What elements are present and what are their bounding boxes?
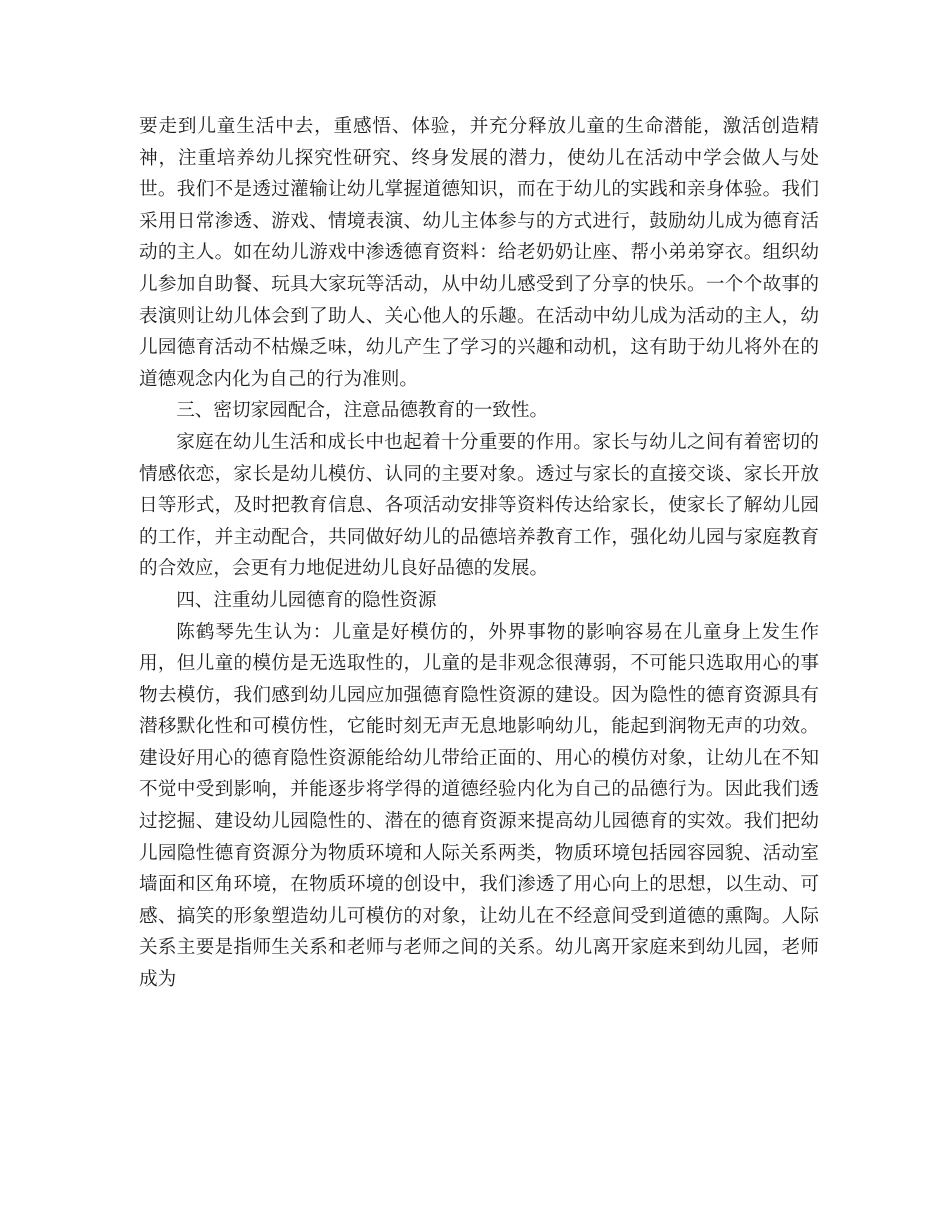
section-heading-three: 三、密切家园配合，注意品德教育的一致性。 xyxy=(176,400,549,422)
document-body xyxy=(139,111,819,996)
paragraph-hidden-resources: 陈鹤琴先生认为：儿童是好模仿的，外界事物的影响容易在儿童身上发生作用，但儿童的模仿是无选取性的，儿童的是非观念很薄弱，不可能只选取用心的事物去模仿，我们感到幼儿园应加强德育隐性资源的建设。因为隐性的德育资源具有潜移默化性和可模仿性，它能时刻无声无息地影响幼儿，能起到润物无声的功效。建设好用心的德育隐性资源能给幼儿带给正面的、用心的模仿对象，让幼儿在不知不觉中受到影响，并能逐步将学得的道德经验内化为自己的品德行为。因此我们透过挖掘、建设幼儿园隐性的、潜在的德育资源来提高幼儿园德育的实效。我们把幼儿园隐性德育资源分为物质环境和人际关系两类，物质环境包括园容园貌、活动室墙面和区角环境，在物质环境的创设中，我们渗透了用心向上的思想，以生动、可感、搞笑的形象塑造幼儿可模仿的对象，让幼儿在不经意间受到道德的熏陶。人际关系主要是指师生关系和老师与老师之间的关系。幼儿离开家庭来到幼儿园，老师成为 xyxy=(139,621,819,991)
paragraph-family-cooperation: 家庭在幼儿生活和成长中也起着十分重要的作用。家长与幼儿之间有着密切的情感依恋，家长是幼儿模仿、认同的主要对象。透过与家长的直接交谈、家长开放日等形式，及时把教育信息、各项活动安排等资料传达给家长，使家长了解幼儿园的工作，并主动配合，共同做好幼儿的品德培养教育工作，强化幼儿园与家庭教育的合效应，会更有力地促进幼儿良好品德的发展。 xyxy=(139,431,819,580)
paragraph-continuation: 要走到儿童生活中去，重感悟、体验，并充分释放儿童的生命潜能，激活创造精神，注重培养幼儿探究性研究、终身发展的潜力，使幼儿在活动中学会做人与处世。我们不是透过灌输让幼儿掌握道德知识，而在于幼儿的实践和亲身体验。我们采用日常渗透、游戏、情境表演、幼儿主体参与的方式进行，鼓励幼儿成为德育活动的主人。如在幼儿游戏中渗透德育资料：给老奶奶让座、帮小弟弟穿衣。组织幼儿参加自助餐、玩具大家玩等活动，从中幼儿感受到了分享的快乐。一个个故事的表演则让幼儿体会到了助人、关心他人的乐趣。在活动中幼儿成为活动的主人，幼儿园德育活动不枯燥乏味，幼儿产生了学习的兴趣和动机，这有助于幼儿将外在的道德观念内化为自己的行为准则。 xyxy=(139,116,819,390)
section-heading-four: 四、注重幼儿园德育的隐性资源 xyxy=(176,589,437,611)
